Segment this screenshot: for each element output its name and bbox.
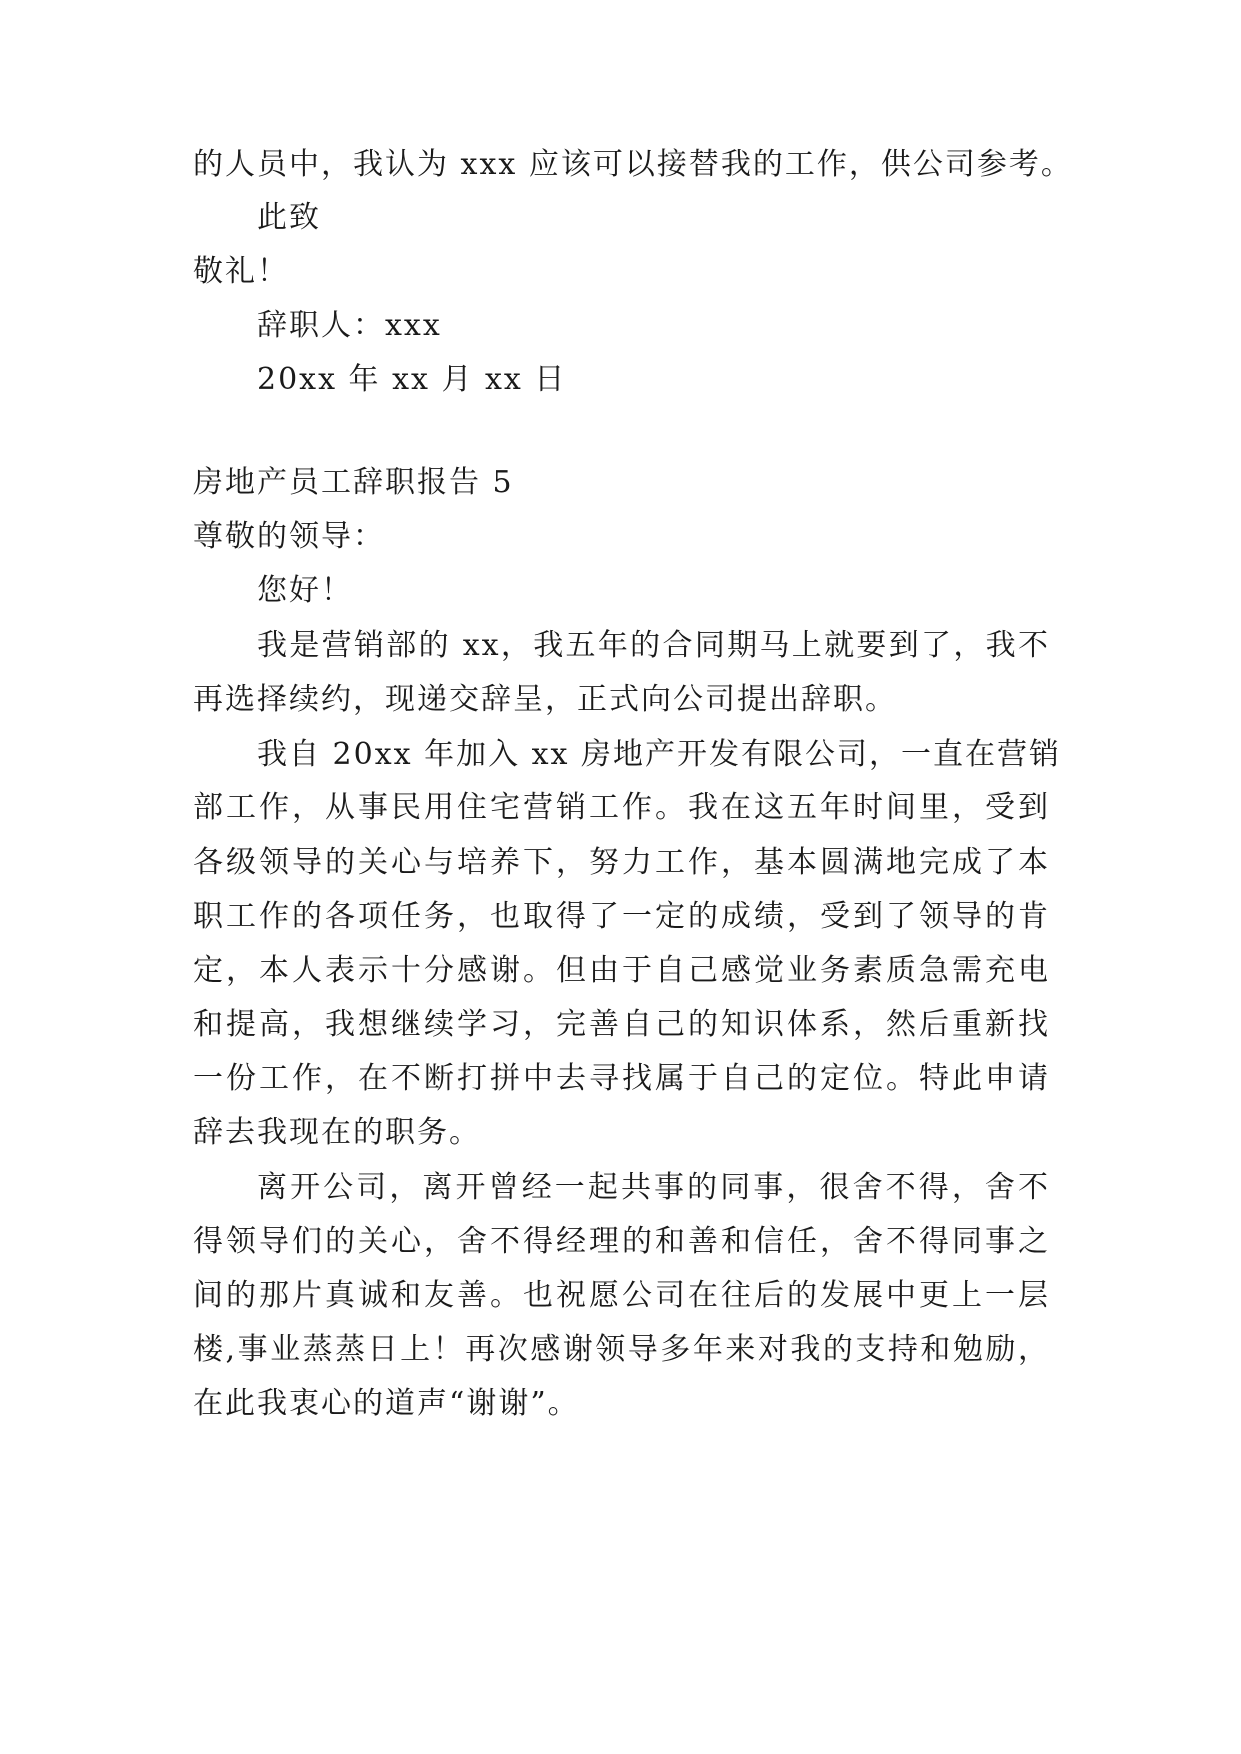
previous-letter-continuation: 的人员中，我认为 xxx 应该可以接替我的工作，供公司参考。 (193, 147, 1073, 182)
signature-line: 辞职人：xxx (257, 308, 442, 343)
paragraph-1-line: 我是营销部的 xx，我五年的合同期马上就要到了，我不 (257, 628, 1050, 663)
paragraph-3-line: 楼,事业蒸蒸日上！再次感谢领导多年来对我的支持和勉励， (193, 1332, 1050, 1367)
paragraph-2-line: 一份工作，在不断打拼中去寻找属于自己的定位。特此申请 (193, 1061, 1050, 1096)
paragraph-2-line: 定，本人表示十分感谢。但由于自己感觉业务素质急需充电 (193, 953, 1050, 988)
closing-line-1: 此致 (257, 200, 321, 235)
paragraph-1-line: 再选择续约，现递交辞呈，正式向公司提出辞职。 (193, 682, 897, 717)
paragraph-3-line: 在此我衷心的道声“谢谢”。 (193, 1386, 580, 1421)
paragraph-3-line: 离开公司，离开曾经一起共事的同事，很舍不得，舍不 (257, 1170, 1050, 1205)
letter-greeting: 您好！ (257, 573, 353, 608)
letter-salutation: 尊敬的领导： (193, 519, 385, 554)
paragraph-2-line: 各级领导的关心与培养下，努力工作，基本圆满地完成了本 (193, 845, 1050, 880)
paragraph-2-line: 辞去我现在的职务。 (193, 1115, 481, 1150)
closing-line-2: 敬礼！ (193, 254, 289, 289)
date-line: 20xx 年 xx 月 xx 日 (257, 362, 567, 397)
paragraph-3-line: 间的那片真诚和友善。也祝愿公司在往后的发展中更上一层 (193, 1278, 1050, 1313)
paragraph-3-line: 得领导们的关心，舍不得经理的和善和信任，舍不得同事之 (193, 1224, 1050, 1259)
paragraph-2-line: 我自 20xx 年加入 xx 房地产开发有限公司，一直在营销 (257, 737, 1061, 772)
paragraph-2-line: 职工作的各项任务，也取得了一定的成绩，受到了领导的肯 (193, 899, 1050, 934)
paragraph-2-line: 部工作，从事民用住宅营销工作。我在这五年时间里，受到 (193, 790, 1050, 825)
letter-title: 房地产员工辞职报告 5 (193, 465, 514, 500)
paragraph-2-line: 和提高，我想继续学习，完善自己的知识体系，然后重新找 (193, 1007, 1050, 1042)
